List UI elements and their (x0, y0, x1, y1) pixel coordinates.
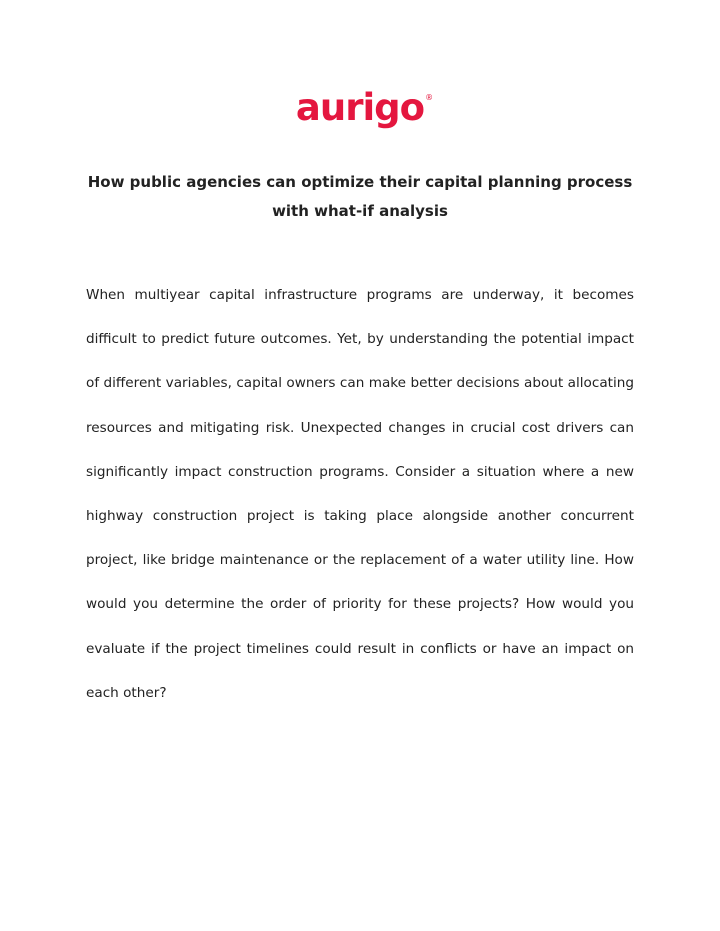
brand-logo (0, 86, 720, 130)
body-paragraph: When multiyear capital infrastructure programs are underway, it becomes difficult to predict future outcomes. Yet, by understanding the potential impact of different variables, capital owners can make better decisions about allocating resources and mitigating risk. Unexpected changes in crucial cost drivers can significantly impact construction programs. Consider a situation where a new highway construction project is taking place alongside another concurrent project, like bridge maintenance or the replacement of a water utility line. How would you determine the order of priority for these projects? How would you evaluate if the project timelines could result in conflicts or have an impact on each other? (86, 287, 634, 701)
logo-wordmark (295, 86, 434, 130)
logo-text: aurigo (295, 86, 425, 129)
registered-mark: ® (425, 93, 434, 102)
document-title: How public agencies can optimize their capital planning process with what-if analysis (87, 173, 633, 220)
